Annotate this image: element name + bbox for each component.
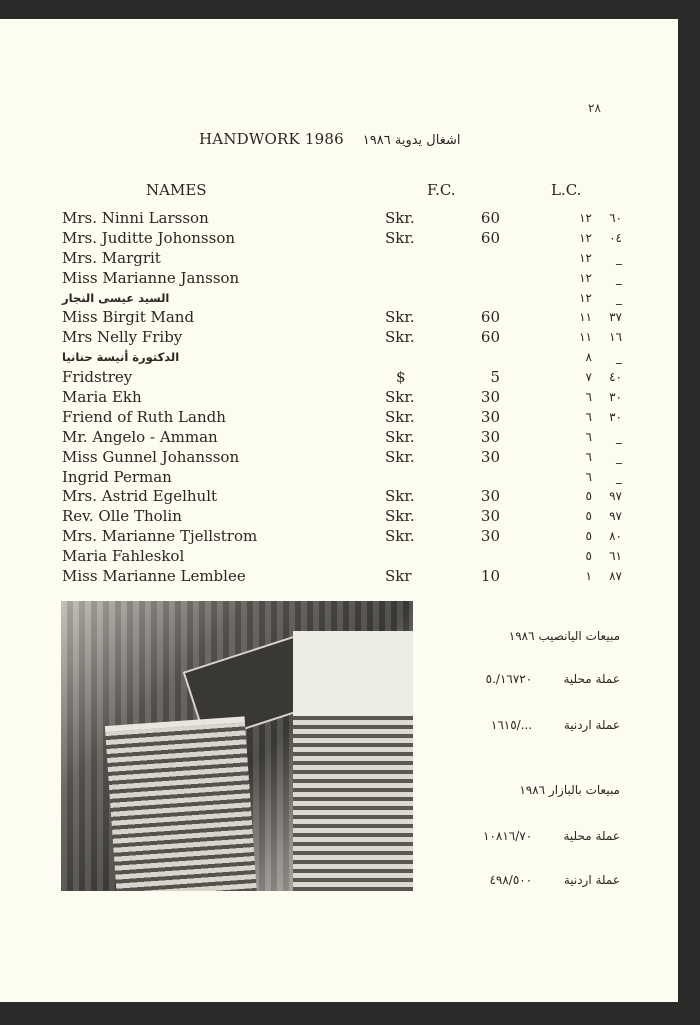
lc-dinars: ٥ <box>585 489 592 504</box>
currency: Skr. <box>385 228 415 247</box>
foreign-currency-amount: 60 <box>480 328 500 347</box>
foreign-currency-amount: 30 <box>480 487 500 506</box>
lc-dinars: ١١ <box>579 310 592 325</box>
foreign-currency-amount: 60 <box>480 209 500 227</box>
title-english: HANDWORK 1986 <box>199 130 344 148</box>
foreign-currency-amount: 30 <box>480 447 500 466</box>
donor-name: Mrs. Juditte Johonsson <box>62 228 236 247</box>
foreign-currency-amount: 60 <box>480 308 500 327</box>
lc-dinars: ١٢ <box>579 230 592 245</box>
currency: Skr. <box>385 407 415 426</box>
donor-name: Mrs Nelly Friby <box>62 328 183 347</box>
lc-dinars: ٥ <box>585 509 592 524</box>
lc-dinars: ٦ <box>585 390 592 405</box>
donor-name: Fridstrey <box>62 368 133 387</box>
lc-fils: _ <box>616 429 622 444</box>
bazaar-heading: مبيعات بالبازار ١٩٨٦ <box>519 783 620 797</box>
lc-dinars: ١٢ <box>579 290 592 305</box>
currency: Skr. <box>385 507 415 526</box>
donor-name: Friend of Ruth Landh <box>62 407 226 426</box>
currency: Skr. <box>385 388 415 407</box>
column-header-lc: L.C. <box>551 181 582 199</box>
currency: Skr. <box>385 308 415 327</box>
lc-dinars: ١٢ <box>579 211 592 225</box>
lc-dinars: ٥ <box>585 549 592 564</box>
currency: Skr. <box>385 527 415 546</box>
donor-name: Rev. Olle Tholin <box>62 507 182 526</box>
lc-fils: ٤٠ <box>609 370 622 385</box>
currency: Skr. <box>385 447 415 466</box>
donor-name: الدكتورة أنيسة حنانيا <box>62 350 180 365</box>
foreign-currency-amount: 30 <box>480 388 500 407</box>
lc-fils: ٠٤ <box>609 230 622 245</box>
lc-fils: _ <box>616 270 622 285</box>
lc-dinars: ٧ <box>585 370 592 385</box>
document-page <box>0 19 678 1002</box>
donor-name: Mr. Angelo - Amman <box>62 427 218 446</box>
lc-dinars: ١١ <box>579 330 592 345</box>
foreign-currency-amount: 30 <box>480 407 500 426</box>
foreign-currency-amount: 10 <box>480 567 500 586</box>
sales-summary <box>420 19 620 919</box>
lc-dinars: ٦ <box>585 469 592 484</box>
donor-name: Mrs. Astrid Egelhult <box>62 487 218 506</box>
donor-name: Ingrid Perman <box>62 467 172 486</box>
currency: Skr. <box>385 487 415 506</box>
donor-name: Mrs. Ninni Larsson <box>62 209 209 227</box>
lc-fils: ٨٧ <box>609 569 622 584</box>
foreign-currency-amount: 30 <box>480 427 500 446</box>
lottery-heading: مبيعات اليانصيب ١٩٨٦ <box>508 629 620 643</box>
donor-name: Miss Marianne Lemblee <box>62 567 246 586</box>
photo-embroidered-panel-left <box>105 716 257 891</box>
currency: Skr. <box>385 328 415 347</box>
lc-fils: ٩٧ <box>609 509 622 524</box>
lc-fils: ٦٠ <box>609 211 622 225</box>
donor-name: Mrs. Marianne Tjellstrom <box>62 527 258 546</box>
lc-fils: _ <box>616 469 622 484</box>
bazaar-jordanian <box>489 873 620 887</box>
lc-fils: _ <box>616 250 622 265</box>
lottery-local-value: ١٦٧٢٠/.٥ <box>485 672 533 686</box>
lc-fils: ٣٧ <box>609 310 622 325</box>
page-number: ٢٨ <box>588 101 601 115</box>
lc-fils: ١٦ <box>609 330 622 345</box>
foreign-currency-amount: 60 <box>480 228 500 247</box>
lc-dinars: ١٢ <box>579 250 592 265</box>
foreign-currency-amount: 30 <box>480 527 500 546</box>
lc-fils: _ <box>616 449 622 464</box>
column-header-fc: F.C. <box>427 181 456 199</box>
currency: Skr <box>385 567 412 586</box>
lc-dinars: ٦ <box>585 409 592 424</box>
lottery-jordanian-value: ١٦١٥/... <box>490 718 533 732</box>
bazaar-jordanian-value: ٤٩٨/٥٠٠ <box>489 873 533 887</box>
handwork-photo <box>61 601 413 891</box>
currency: Skr. <box>385 427 415 446</box>
lc-dinars: ٨ <box>585 350 592 365</box>
lc-fils: ٣٠ <box>609 409 622 424</box>
lc-fils: ٣٠ <box>609 390 622 405</box>
lc-dinars: ٦ <box>585 429 592 444</box>
lc-dinars: ١ <box>585 569 592 584</box>
donor-name: Maria Fahleskol <box>62 547 185 566</box>
lc-fils: ٨٠ <box>609 529 622 544</box>
title-arabic: اشغال يدوية ١٩٨٦ <box>362 133 461 148</box>
bazaar-jordanian-label: عملة اردنية <box>563 873 620 887</box>
photo-embroidered-panel-right <box>293 631 413 891</box>
lottery-local <box>486 672 620 686</box>
lottery-jordanian-label: عملة اردنية <box>563 718 620 732</box>
donor-name: Mrs. Margrit <box>62 248 161 267</box>
bazaar-local-value: ١٠٨١٦/٧٠ <box>483 829 533 843</box>
column-header-names: NAMES <box>146 181 207 199</box>
foreign-currency-amount: 30 <box>480 507 500 526</box>
donor-name: Maria Ekh <box>62 388 142 407</box>
lc-fils: ٩٧ <box>609 489 622 504</box>
lc-fils: ٦١ <box>609 549 622 564</box>
currency: $ <box>396 368 406 387</box>
lc-dinars: ١٢ <box>579 270 592 285</box>
lc-fils: _ <box>616 290 622 305</box>
currency: Skr. <box>385 209 415 227</box>
lc-dinars: ٥ <box>585 529 592 544</box>
donor-name: السيد عيسى النجار <box>62 290 170 305</box>
lc-fils: _ <box>616 350 622 365</box>
lottery-jordanian <box>491 718 620 732</box>
donor-name: Miss Marianne Jansson <box>62 268 240 287</box>
foreign-currency-amount: 5 <box>490 368 500 387</box>
lottery-local-label: عملة محلية <box>563 672 620 686</box>
donor-name: Miss Birgit Mand <box>62 308 195 327</box>
bazaar-local-label: عملة محلية <box>563 829 620 843</box>
bazaar-local <box>483 829 620 843</box>
lc-dinars: ٦ <box>585 449 592 464</box>
donor-name: Miss Gunnel Johansson <box>62 447 240 466</box>
